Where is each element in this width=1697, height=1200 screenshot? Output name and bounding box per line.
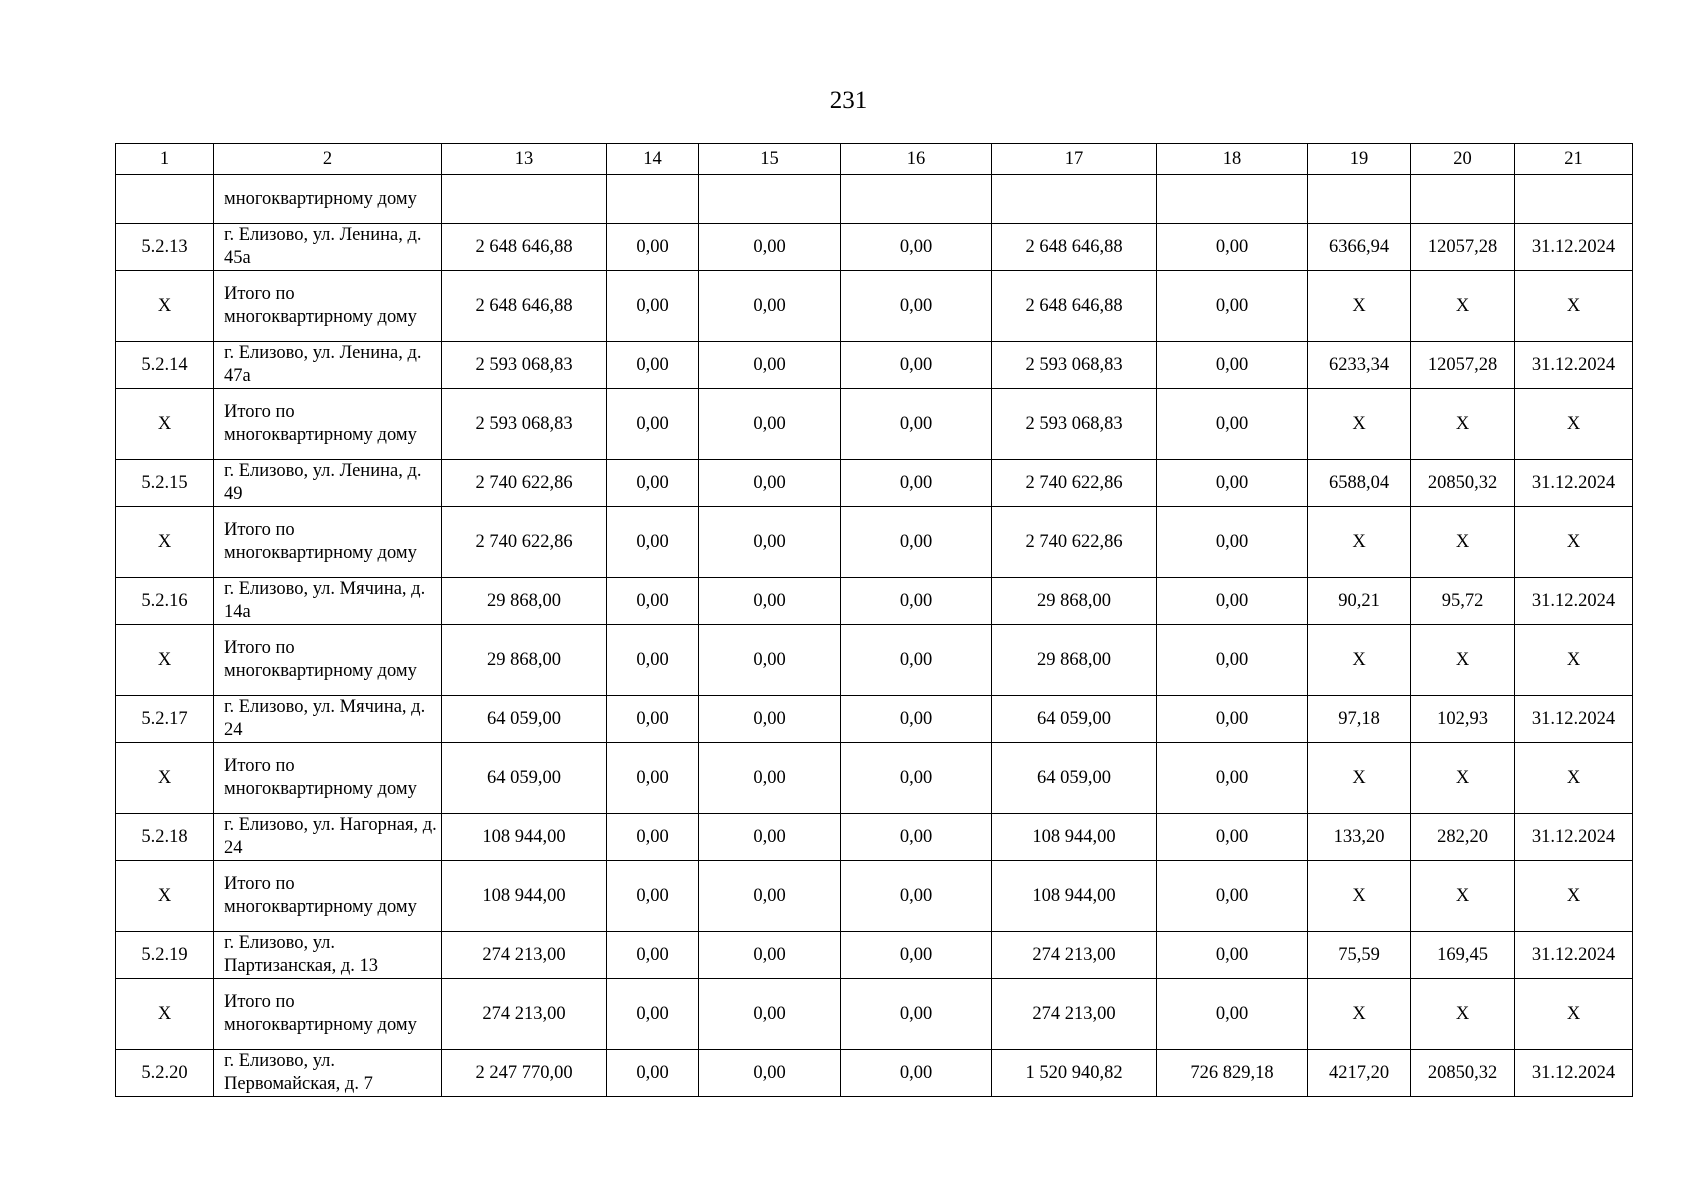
cell-col-21: Х: [1515, 389, 1633, 460]
cell-address: г. Елизово, ул. Ленина, д. 45а: [214, 224, 442, 271]
cell-col-21: 31.12.2024: [1515, 1050, 1633, 1097]
cell-item-number: Х: [116, 743, 214, 814]
cell-address: Итого по многоквартирному дому: [214, 743, 442, 814]
cell-col-13: 2 740 622,86: [442, 460, 607, 507]
cell-address: г. Елизово, ул. Мячина, д. 14а: [214, 578, 442, 625]
cell-col-20: Х: [1411, 861, 1515, 932]
cell-col-14: 0,00: [607, 625, 699, 696]
cell-col-19: Х: [1308, 271, 1411, 342]
cell-col-13: 29 868,00: [442, 625, 607, 696]
column-header-20: 20: [1411, 144, 1515, 175]
cell-col-18: 0,00: [1157, 224, 1308, 271]
cell-col-14: [607, 175, 699, 224]
table-row: [116, 696, 1633, 743]
cell-col-17: 274 213,00: [992, 932, 1157, 979]
cell-col-16: 0,00: [841, 460, 992, 507]
cell-col-15: 0,00: [699, 625, 841, 696]
cell-col-18: 0,00: [1157, 578, 1308, 625]
cell-col-16: 0,00: [841, 814, 992, 861]
cell-col-14: 0,00: [607, 578, 699, 625]
cell-col-13: 2 740 622,86: [442, 507, 607, 578]
table-row: [116, 507, 1633, 578]
cell-col-19: 75,59: [1308, 932, 1411, 979]
cell-col-13: 64 059,00: [442, 696, 607, 743]
cell-col-15: 0,00: [699, 696, 841, 743]
column-header-21: 21: [1515, 144, 1633, 175]
cell-col-18: 0,00: [1157, 460, 1308, 507]
cell-col-14: 0,00: [607, 814, 699, 861]
cell-col-13: 2 593 068,83: [442, 389, 607, 460]
cell-col-13: 64 059,00: [442, 743, 607, 814]
cell-col-16: 0,00: [841, 696, 992, 743]
cell-col-20: 20850,32: [1411, 460, 1515, 507]
cell-col-20: 102,93: [1411, 696, 1515, 743]
cell-col-16: 0,00: [841, 1050, 992, 1097]
column-header-19: 19: [1308, 144, 1411, 175]
cell-col-19: Х: [1308, 625, 1411, 696]
column-header-14: 14: [607, 144, 699, 175]
cell-col-16: [841, 175, 992, 224]
cell-col-15: 0,00: [699, 507, 841, 578]
cell-col-20: 12057,28: [1411, 342, 1515, 389]
cell-col-20: Х: [1411, 625, 1515, 696]
cell-col-17: 29 868,00: [992, 578, 1157, 625]
cell-col-17: 64 059,00: [992, 696, 1157, 743]
cell-col-13: 2 648 646,88: [442, 271, 607, 342]
cell-address: Итого по многоквартирному дому: [214, 507, 442, 578]
column-header-17: 17: [992, 144, 1157, 175]
cell-col-17: 274 213,00: [992, 979, 1157, 1050]
cell-col-13: 108 944,00: [442, 861, 607, 932]
cell-col-19: 6588,04: [1308, 460, 1411, 507]
cell-col-21: 31.12.2024: [1515, 224, 1633, 271]
cell-col-13: 274 213,00: [442, 979, 607, 1050]
header-row: [116, 144, 1633, 175]
cell-item-number: Х: [116, 271, 214, 342]
cell-col-15: 0,00: [699, 342, 841, 389]
cell-col-18: 0,00: [1157, 342, 1308, 389]
table-row: [116, 460, 1633, 507]
cell-col-14: 0,00: [607, 342, 699, 389]
cell-address: Итого по многоквартирному дому: [214, 271, 442, 342]
cell-item-number: 5.2.17: [116, 696, 214, 743]
cell-col-14: 0,00: [607, 389, 699, 460]
cell-address: Итого по многоквартирному дому: [214, 979, 442, 1050]
cell-address: г. Елизово, ул. Мячина, д. 24: [214, 696, 442, 743]
table-row: [116, 861, 1633, 932]
cell-col-17: 2 648 646,88: [992, 224, 1157, 271]
cell-col-14: 0,00: [607, 861, 699, 932]
cell-col-13: 274 213,00: [442, 932, 607, 979]
cell-col-15: 0,00: [699, 979, 841, 1050]
cell-item-number: Х: [116, 389, 214, 460]
column-header-1: 1: [116, 144, 214, 175]
page-number: 231: [829, 87, 868, 114]
cell-col-13: 29 868,00: [442, 578, 607, 625]
cell-col-20: 282,20: [1411, 814, 1515, 861]
table-body: [116, 175, 1633, 1097]
cell-col-16: 0,00: [841, 389, 992, 460]
cell-col-19: 6233,34: [1308, 342, 1411, 389]
cell-col-20: 20850,32: [1411, 1050, 1515, 1097]
cell-address: Итого по многоквартирному дому: [214, 861, 442, 932]
table-row: [116, 932, 1633, 979]
cell-address: г. Елизово, ул. Нагорная, д. 24: [214, 814, 442, 861]
cell-col-16: 0,00: [841, 743, 992, 814]
column-header-18: 18: [1157, 144, 1308, 175]
cell-col-14: 0,00: [607, 271, 699, 342]
cell-col-20: 169,45: [1411, 932, 1515, 979]
cell-col-21: Х: [1515, 979, 1633, 1050]
cell-address: г. Елизово, ул. Ленина, д. 47а: [214, 342, 442, 389]
cell-col-19: Х: [1308, 507, 1411, 578]
cell-col-21: 31.12.2024: [1515, 814, 1633, 861]
cell-col-15: 0,00: [699, 743, 841, 814]
table-row: [116, 389, 1633, 460]
cell-col-18: 0,00: [1157, 979, 1308, 1050]
cell-address: г. Елизово, ул. Первомайская, д. 7: [214, 1050, 442, 1097]
cell-col-14: 0,00: [607, 696, 699, 743]
cell-col-16: 0,00: [841, 507, 992, 578]
column-header-13: 13: [442, 144, 607, 175]
column-header-2: 2: [214, 144, 442, 175]
cell-col-14: 0,00: [607, 460, 699, 507]
cell-col-17: 64 059,00: [992, 743, 1157, 814]
cell-col-16: 0,00: [841, 271, 992, 342]
cell-col-18: [1157, 175, 1308, 224]
cell-col-17: 1 520 940,82: [992, 1050, 1157, 1097]
cell-col-21: [1515, 175, 1633, 224]
cell-col-18: 0,00: [1157, 861, 1308, 932]
cell-col-19: [1308, 175, 1411, 224]
cell-item-number: 5.2.20: [116, 1050, 214, 1097]
table-row: [116, 1050, 1633, 1097]
cell-col-17: 108 944,00: [992, 861, 1157, 932]
cell-col-21: 31.12.2024: [1515, 696, 1633, 743]
cell-item-number: 5.2.13: [116, 224, 214, 271]
table-row: [116, 342, 1633, 389]
cell-col-16: 0,00: [841, 578, 992, 625]
cell-col-16: 0,00: [841, 342, 992, 389]
cell-col-21: 31.12.2024: [1515, 460, 1633, 507]
cell-col-19: Х: [1308, 389, 1411, 460]
cell-col-16: 0,00: [841, 861, 992, 932]
cell-col-15: 0,00: [699, 271, 841, 342]
cell-col-18: 0,00: [1157, 507, 1308, 578]
cell-item-number: 5.2.16: [116, 578, 214, 625]
cell-col-13: 2 648 646,88: [442, 224, 607, 271]
cell-col-18: 0,00: [1157, 389, 1308, 460]
column-header-15: 15: [699, 144, 841, 175]
cell-col-18: 0,00: [1157, 932, 1308, 979]
cell-col-13: [442, 175, 607, 224]
cell-address: г. Елизово, ул. Ленина, д. 49: [214, 460, 442, 507]
cell-item-number: 5.2.15: [116, 460, 214, 507]
cell-col-19: 90,21: [1308, 578, 1411, 625]
cell-col-21: 31.12.2024: [1515, 578, 1633, 625]
cell-address: г. Елизово, ул. Партизанская, д. 13: [214, 932, 442, 979]
cell-col-16: 0,00: [841, 932, 992, 979]
cell-col-14: 0,00: [607, 743, 699, 814]
cell-col-14: 0,00: [607, 1050, 699, 1097]
cell-col-20: Х: [1411, 389, 1515, 460]
cell-col-17: 2 648 646,88: [992, 271, 1157, 342]
cell-col-21: 31.12.2024: [1515, 342, 1633, 389]
cell-item-number: 5.2.18: [116, 814, 214, 861]
cell-col-18: 0,00: [1157, 743, 1308, 814]
cell-col-21: 31.12.2024: [1515, 932, 1633, 979]
cell-col-13: 108 944,00: [442, 814, 607, 861]
cell-col-14: 0,00: [607, 979, 699, 1050]
data-table: [115, 143, 1633, 1097]
table-row: [116, 271, 1633, 342]
cell-col-21: Х: [1515, 861, 1633, 932]
cell-address: Итого по многоквартирному дому: [214, 389, 442, 460]
cell-col-20: [1411, 175, 1515, 224]
cell-item-number: [116, 175, 214, 224]
cell-col-16: 0,00: [841, 979, 992, 1050]
cell-col-18: 0,00: [1157, 814, 1308, 861]
cell-col-15: 0,00: [699, 814, 841, 861]
cell-col-19: 133,20: [1308, 814, 1411, 861]
cell-col-21: Х: [1515, 507, 1633, 578]
cell-col-15: 0,00: [699, 1050, 841, 1097]
table-row: [116, 578, 1633, 625]
cell-col-21: Х: [1515, 271, 1633, 342]
cell-item-number: Х: [116, 625, 214, 696]
cell-col-13: 2 247 770,00: [442, 1050, 607, 1097]
cell-col-21: Х: [1515, 625, 1633, 696]
cell-col-18: 726 829,18: [1157, 1050, 1308, 1097]
cell-col-13: 2 593 068,83: [442, 342, 607, 389]
cell-col-15: 0,00: [699, 578, 841, 625]
cell-col-17: 29 868,00: [992, 625, 1157, 696]
table-row: [116, 743, 1633, 814]
table-row: [116, 979, 1633, 1050]
cell-col-17: 108 944,00: [992, 814, 1157, 861]
cell-col-21: Х: [1515, 743, 1633, 814]
cell-col-17: 2 593 068,83: [992, 342, 1157, 389]
cell-col-14: 0,00: [607, 507, 699, 578]
cell-col-15: 0,00: [699, 224, 841, 271]
cell-col-15: 0,00: [699, 389, 841, 460]
cell-col-17: 2 740 622,86: [992, 460, 1157, 507]
cell-col-19: Х: [1308, 861, 1411, 932]
cell-col-19: 6366,94: [1308, 224, 1411, 271]
cell-col-19: 97,18: [1308, 696, 1411, 743]
cell-col-15: 0,00: [699, 460, 841, 507]
cell-col-19: Х: [1308, 743, 1411, 814]
cell-col-17: 2 740 622,86: [992, 507, 1157, 578]
cell-col-15: 0,00: [699, 932, 841, 979]
cell-col-20: 95,72: [1411, 578, 1515, 625]
cell-address: Итого по многоквартирному дому: [214, 625, 442, 696]
cell-col-20: Х: [1411, 743, 1515, 814]
cell-col-14: 0,00: [607, 224, 699, 271]
table-row: [116, 625, 1633, 696]
cell-col-19: 4217,20: [1308, 1050, 1411, 1097]
cell-col-15: [699, 175, 841, 224]
cell-col-17: 2 593 068,83: [992, 389, 1157, 460]
cell-col-19: Х: [1308, 979, 1411, 1050]
cell-item-number: Х: [116, 861, 214, 932]
cell-col-16: 0,00: [841, 224, 992, 271]
cell-col-18: 0,00: [1157, 696, 1308, 743]
cell-item-number: Х: [116, 507, 214, 578]
cell-col-14: 0,00: [607, 932, 699, 979]
table-row: [116, 224, 1633, 271]
cell-col-17: [992, 175, 1157, 224]
cell-col-16: 0,00: [841, 625, 992, 696]
cell-col-20: 12057,28: [1411, 224, 1515, 271]
cell-col-20: Х: [1411, 979, 1515, 1050]
cell-col-20: Х: [1411, 271, 1515, 342]
cell-col-20: Х: [1411, 507, 1515, 578]
cell-col-18: 0,00: [1157, 271, 1308, 342]
cell-item-number: 5.2.14: [116, 342, 214, 389]
cell-col-15: 0,00: [699, 861, 841, 932]
cell-item-number: 5.2.19: [116, 932, 214, 979]
cell-item-number: Х: [116, 979, 214, 1050]
cell-address: многоквартирному дому: [214, 175, 442, 224]
table-row: [116, 814, 1633, 861]
column-header-16: 16: [841, 144, 992, 175]
table-row: [116, 175, 1633, 224]
cell-col-18: 0,00: [1157, 625, 1308, 696]
